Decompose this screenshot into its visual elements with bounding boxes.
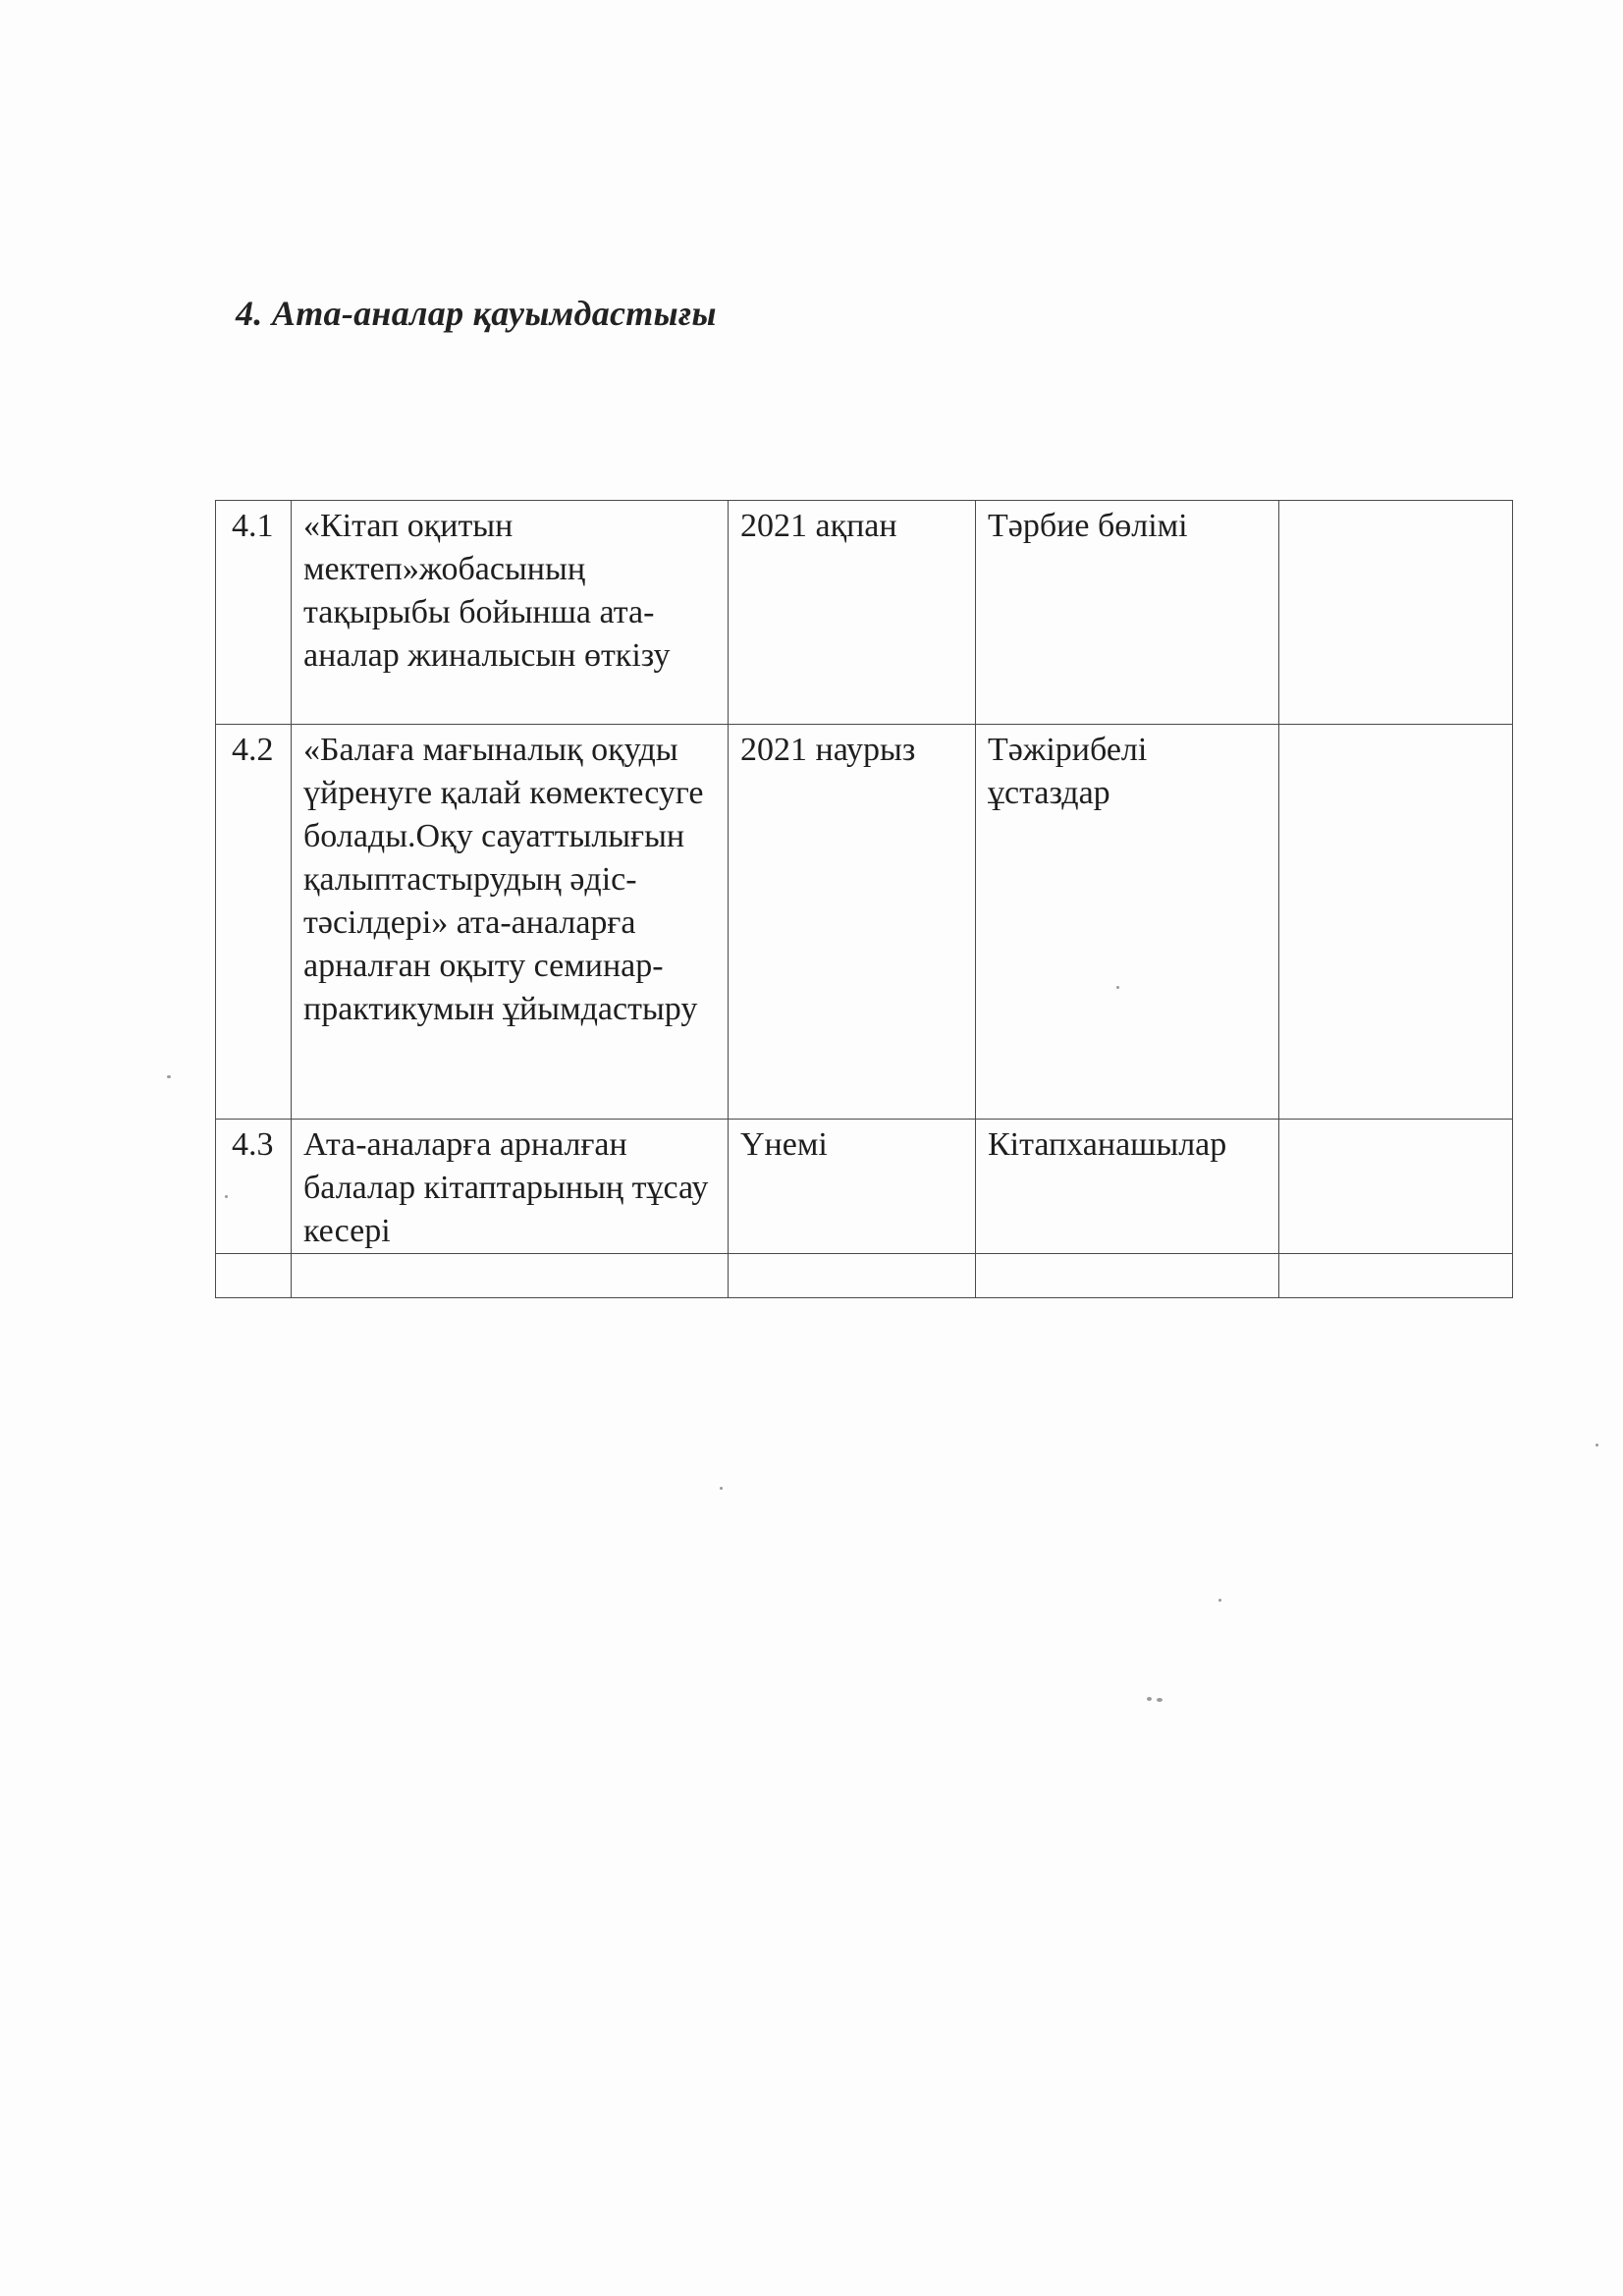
date-cell: Үнемі: [729, 1120, 976, 1254]
table-row: [216, 1254, 1513, 1298]
responsible-cell: Тәрбие бөлімі: [976, 501, 1279, 725]
scan-speck: [720, 1487, 723, 1490]
scan-speck: [167, 1075, 171, 1078]
row-number-cell: [216, 1254, 292, 1298]
event-cell: «Кітап оқитын мектеп»жобасының тақырыбы бойынша ата-аналар жиналысын өткізу: [292, 501, 729, 725]
plan-table: [215, 500, 1513, 1298]
table-row: [216, 725, 1513, 1120]
responsible-cell: Кітапханашылар: [976, 1120, 1279, 1254]
responsible-cell: [976, 1254, 1279, 1298]
scan-speck: [225, 1195, 228, 1198]
scan-speck: [1147, 1697, 1152, 1701]
scan-speck: [1218, 1599, 1221, 1602]
scan-speck: [1157, 1698, 1163, 1702]
row-number-cell: 4.3: [216, 1120, 292, 1254]
date-cell: [729, 1254, 976, 1298]
section-heading: 4. Ата-аналар қауымдастығы: [236, 294, 717, 333]
event-cell: «Балаға мағыналық оқуды үйренуге қалай көмектесуге болады.Оқу сауаттылығын қалыптастырудың әдіс-тәсілдері» ата-аналарға арналған оқыту семинар-практикумын ұйымдастыру: [292, 725, 729, 1120]
table-row: [216, 1120, 1513, 1254]
row-number-cell: 4.2: [216, 725, 292, 1120]
note-cell: [1279, 725, 1513, 1120]
note-cell: [1279, 501, 1513, 725]
row-number-cell: 4.1: [216, 501, 292, 725]
note-cell: [1279, 1254, 1513, 1298]
scan-speck: [1596, 1444, 1598, 1447]
date-cell: 2021 ақпан: [729, 501, 976, 725]
scan-speck: [1116, 986, 1119, 989]
event-cell: Ата-аналарға арналған балалар кітаптарының тұсау кесері: [292, 1120, 729, 1254]
date-cell: 2021 наурыз: [729, 725, 976, 1120]
note-cell: [1279, 1120, 1513, 1254]
event-cell: [292, 1254, 729, 1298]
responsible-cell: Тәжірибелі ұстаздар: [976, 725, 1279, 1120]
table-row: [216, 501, 1513, 725]
